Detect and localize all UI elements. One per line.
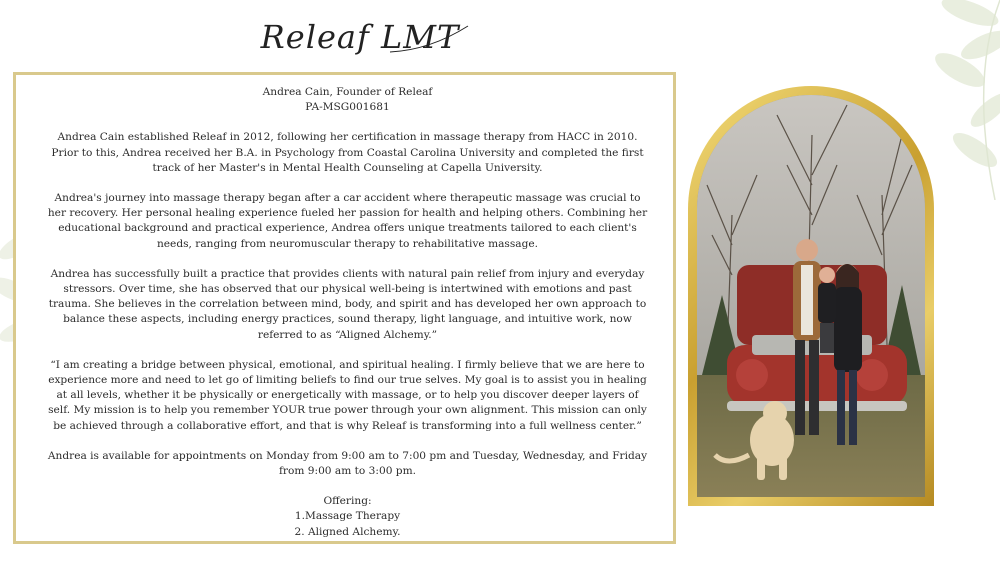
- founder-name: Andrea Cain, Founder of Releaf: [262, 86, 433, 98]
- family-photo-illustration: [697, 95, 925, 497]
- bio-card: [13, 72, 676, 544]
- bio-paragraph-journey: Andrea's journey into massage therapy began after a car accident where therapeutic massage was crucial to her recovery. Her personal healing experience fueled her passion for health and helping others. Combining her educational background and practical experience, Andrea offers unique treatments tailored to each client's needs, ranging from neuromuscular therapy to rehabilitative massage.: [47, 192, 648, 250]
- bio-content: [46, 85, 649, 540]
- offering-item: 2. Aligned Alchemy.: [294, 525, 401, 538]
- offering-title: Offering:: [323, 495, 372, 508]
- offering-item: 1.Massage Therapy: [294, 510, 401, 523]
- family-photo: [697, 95, 925, 497]
- person-child: [818, 267, 836, 353]
- bio-paragraph-quote: “I am creating a bridge between physical, emotional, and spiritual healing. I firmly believe that we are here to experience more and need to let go of limiting beliefs to find our true selves. My goal is to assist you in healing at all levels, whether it be physically or energetically with massage, or to help you discover deeper layers of self. My mission is to help you remember YOUR true power through your own alignment. This mission can only be achieved through a collaborative effort, and that is why Releaf is transforming into a full wellness center.”: [48, 358, 647, 432]
- logo-text: Releaf LMT: [260, 18, 460, 56]
- photo-arch-frame: [688, 86, 934, 506]
- bio-paragraph-practice: Andrea has successfully built a practice that provides clients with natural pain relief from injury and everyday stressors. Over time, she has observed that our physical well-being is intertwined with emotions and past trauma. She believes in the correlation between mind, body, and spirit and has developed her own approach to balance these aspects, including energy practices, sound therapy, light language, and intuitive work, now referred to as “Aligned Alchemy.”: [48, 267, 647, 341]
- availability-text: Andrea is available for appointments on Monday from 9:00 am to 7:00 pm and Tuesday, Wednesday, and Friday from 9:00 am to 3:00 pm.: [47, 449, 648, 478]
- bio-paragraph-education: Andrea Cain established Releaf in 2012, following her certification in massage therapy from HACC in 2010. Prior to this, Andrea received her B.A. in Psychology from Coastal Carolina University and completed the first track of her Master's in Mental Health Counseling at Capella University.: [51, 131, 644, 174]
- offerings-list: [46, 494, 649, 540]
- license-number: PA-MSG001681: [305, 101, 390, 114]
- brand-logo: [240, 12, 480, 64]
